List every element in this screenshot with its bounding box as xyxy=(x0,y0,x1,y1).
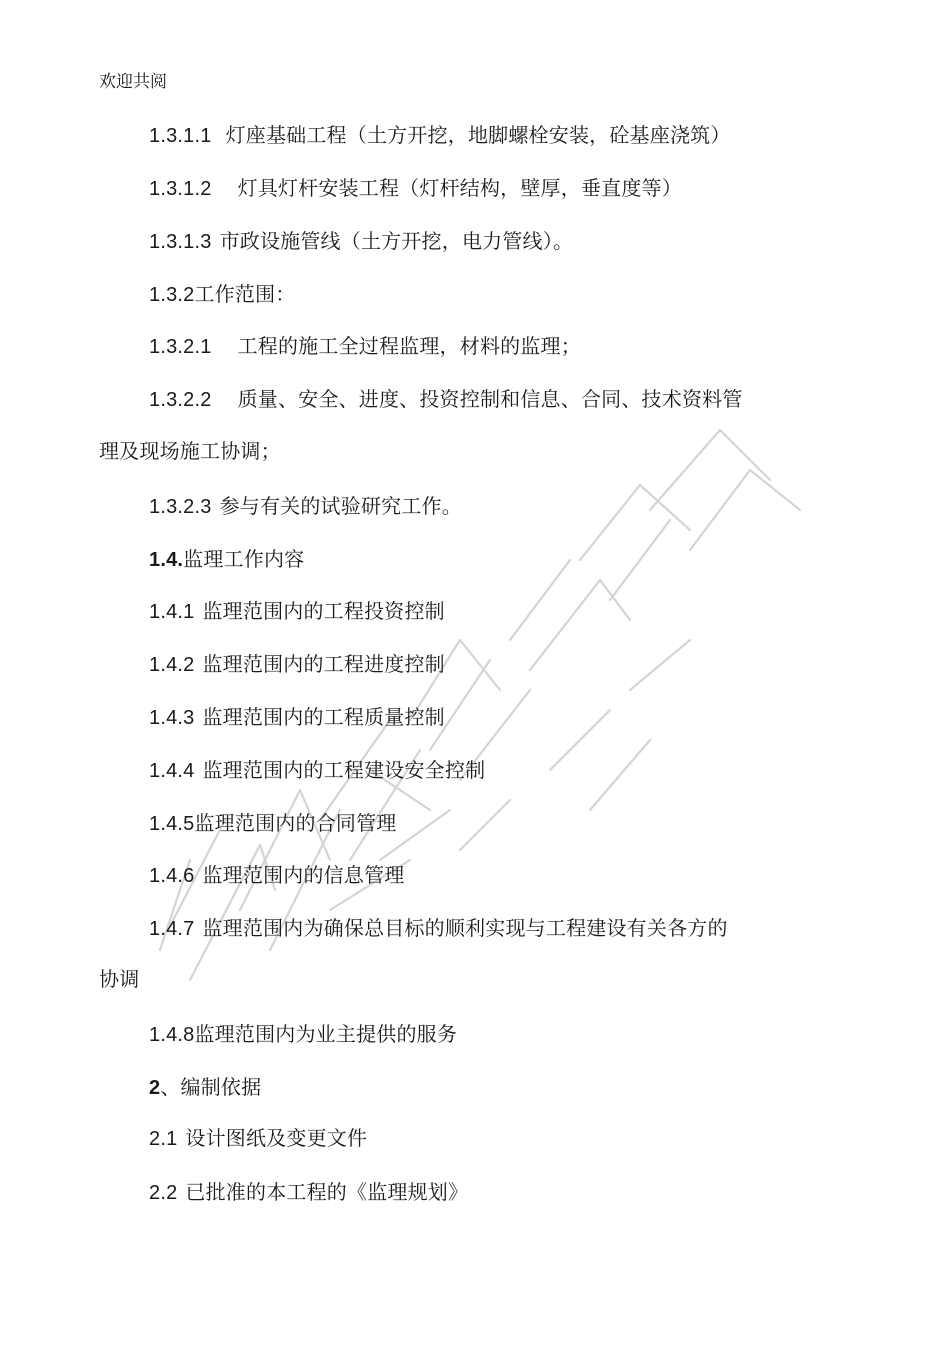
item-text: 监理范围内的工程质量控制 xyxy=(202,705,445,729)
header-note: 欢迎共阅 xyxy=(99,72,167,92)
item-1-3-1-3 xyxy=(149,227,573,256)
item-1-3-2-2 xyxy=(149,385,743,414)
item-text: 监理范围内的工程建设安全控制 xyxy=(202,758,486,782)
item-text: 监理范围内的工程进度控制 xyxy=(202,652,445,676)
item-number: 1.3.1.3 xyxy=(149,231,212,253)
item-1-4-6 xyxy=(149,861,404,890)
item-number: 1.3.1.2 xyxy=(149,178,212,200)
item-1-4-8 xyxy=(149,1020,457,1049)
item-text: 已批准的本工程的《监理规划》 xyxy=(185,1180,469,1204)
item-1-4-3 xyxy=(149,703,445,732)
item-text: 监理范围内的信息管理 xyxy=(202,863,405,887)
item-text: 质量、安全、进度、投资控制和信息、合同、技术资料管 xyxy=(237,387,743,411)
item-text: 设计图纸及变更文件 xyxy=(185,1126,368,1150)
item-2-1 xyxy=(149,1124,367,1153)
item-number: 1.4.7 xyxy=(149,918,195,940)
item-text: 灯具灯杆安装工程（灯杆结构，壁厚，垂直度等） xyxy=(237,176,682,200)
item-1-4-4 xyxy=(149,756,485,785)
item-text: 市政设施管线（土方开挖，电力管线）。 xyxy=(219,229,574,253)
item-text: 监理范围内为业主提供的服务 xyxy=(194,1022,458,1046)
item-text: 灯座基础工程（土方开挖，地脚螺栓安装，砼基座浇筑） xyxy=(225,123,731,147)
item-number: 1.3.2.2 xyxy=(149,389,212,411)
section-2-heading xyxy=(149,1073,261,1102)
item-number: 2.2 xyxy=(149,1182,178,1204)
item-text: 工作范围： xyxy=(194,282,296,306)
item-text: 参与有关的试验研究工作。 xyxy=(219,494,462,518)
item-number: 1.3.1.1 xyxy=(149,125,212,147)
item-number: 1.4.6 xyxy=(149,865,195,887)
item-2-2 xyxy=(149,1178,468,1207)
item-number: 1.4.1 xyxy=(149,601,195,623)
item-number: 1.4.8 xyxy=(149,1024,195,1046)
item-1-3-2 xyxy=(149,280,295,309)
item-text: 监理范围内的合同管理 xyxy=(194,811,397,835)
item-1-3-2-1 xyxy=(149,332,581,361)
item-1-4-2 xyxy=(149,650,445,679)
item-number: 1.3.2 xyxy=(149,284,195,306)
item-1-4-1 xyxy=(149,597,445,626)
item-1-4-5 xyxy=(149,809,396,838)
item-number: 1.4.5 xyxy=(149,813,195,835)
section-1-4-heading xyxy=(149,545,304,574)
item-number: 1.3.2.3 xyxy=(149,496,212,518)
section-title: 监理工作内容 xyxy=(183,547,305,571)
item-number: 1.3.2.1 xyxy=(149,336,212,358)
section-number: 2 xyxy=(149,1077,161,1099)
section-number: 1.4. xyxy=(149,549,184,571)
item-text: 工程的施工全过程监理，材料的监理； xyxy=(237,334,581,358)
item-number: 1.4.2 xyxy=(149,654,195,676)
item-1-3-2-3 xyxy=(149,492,462,521)
item-1-3-1-2 xyxy=(149,174,682,203)
item-text: 监理范围内为确保总目标的顺利实现与工程建设有关各方的 xyxy=(202,916,728,940)
item-1-3-2-2-continuation: 理及现场施工协调； xyxy=(99,439,281,463)
item-number: 1.4.4 xyxy=(149,760,195,782)
item-number: 2.1 xyxy=(149,1128,178,1150)
item-number: 1.4.3 xyxy=(149,707,195,729)
item-1-3-1-1 xyxy=(149,121,731,150)
item-1-4-7 xyxy=(149,914,728,943)
item-text: 监理范围内的工程投资控制 xyxy=(202,599,445,623)
section-title: 、编制依据 xyxy=(160,1075,262,1099)
item-1-4-7-continuation: 协调 xyxy=(99,967,140,991)
